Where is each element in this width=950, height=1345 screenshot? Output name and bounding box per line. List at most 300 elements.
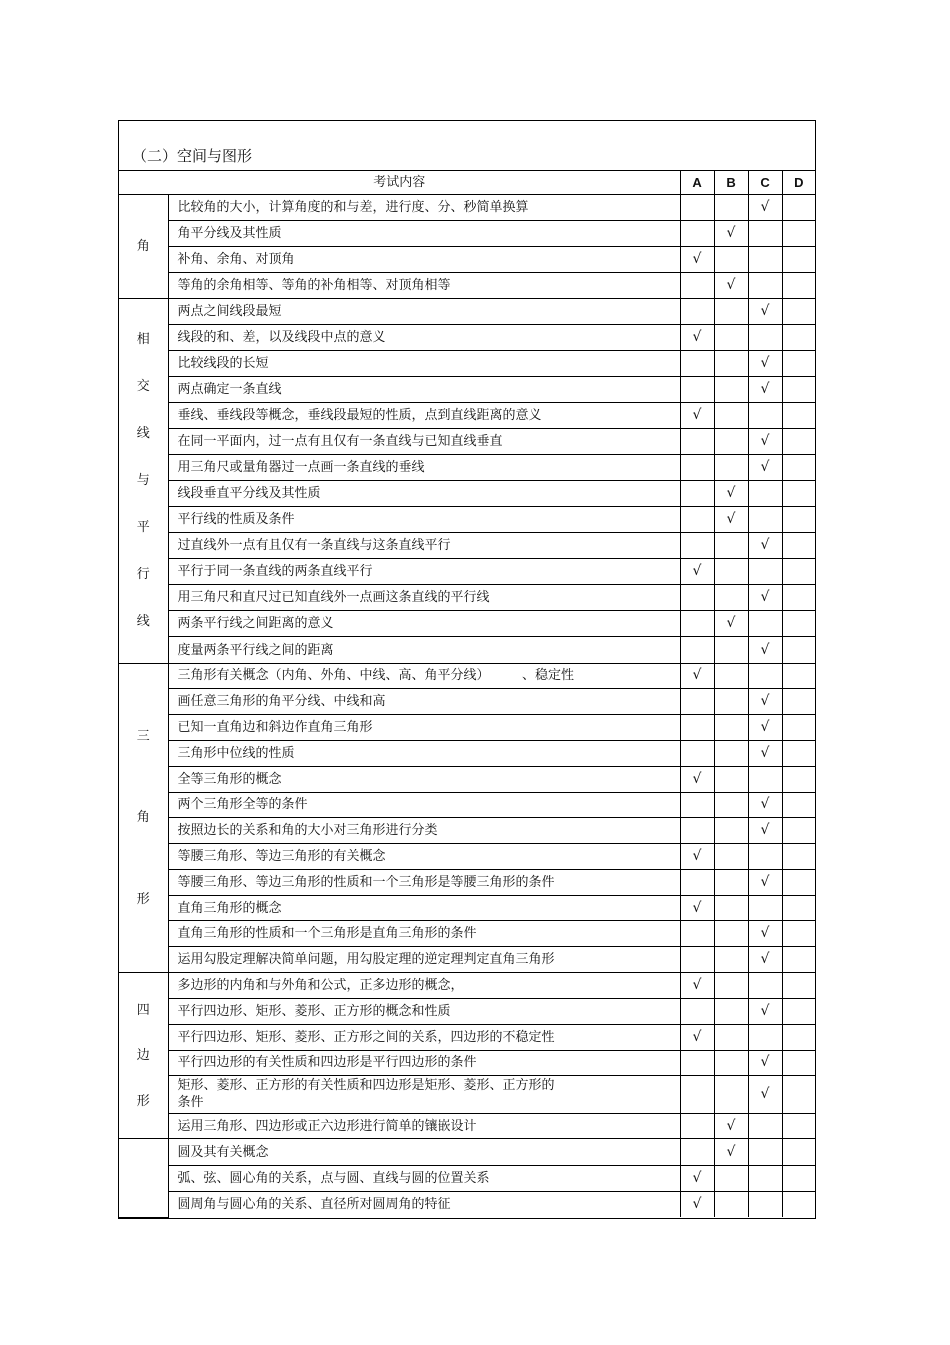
content-text: 平行于同一条直线的两条直线平行 <box>177 564 373 580</box>
level-cell-d <box>782 455 815 481</box>
level-cell-a <box>680 429 714 455</box>
level-cell-a <box>680 1076 714 1113</box>
level-cell-c <box>748 455 782 481</box>
level-cell-a <box>680 350 714 376</box>
table-row <box>119 611 815 637</box>
header-level-a: A <box>680 171 714 195</box>
level-cell-c <box>748 818 782 844</box>
level-cell-d <box>782 1113 815 1139</box>
table-row <box>119 740 815 766</box>
level-cell-a <box>680 921 714 947</box>
level-cell-d <box>782 972 815 998</box>
level-cell-a <box>680 481 714 507</box>
table-row <box>119 637 815 663</box>
table-row <box>119 998 815 1024</box>
level-cell-d <box>782 1076 815 1113</box>
level-cell-d <box>782 766 815 792</box>
level-cell-c <box>748 611 782 637</box>
content-text: 等腰三角形、等边三角形的性质和一个三角形是等腰三角形的条件 <box>177 874 555 890</box>
level-cell-a <box>680 272 714 298</box>
level-cell-b <box>714 818 748 844</box>
content-text: 圆及其有关概念 <box>177 1144 269 1160</box>
level-cell-b <box>714 402 748 428</box>
level-cell-a <box>680 637 714 663</box>
level-cell-c <box>748 1191 782 1217</box>
level-cell-c <box>748 663 782 689</box>
level-cell-c <box>748 1024 782 1050</box>
standards-sheet <box>118 120 816 1219</box>
content-text: 按照边长的关系和角的大小对三角形进行分类 <box>177 823 438 839</box>
level-cell-b <box>714 740 748 766</box>
content-text: 比较角的大小，计算角度的和与差，进行度、分、秒简单换算 <box>177 199 529 215</box>
level-cell-b <box>714 972 748 998</box>
category-cell <box>119 972 168 1139</box>
level-cell-b <box>714 559 748 585</box>
level-cell-b <box>714 611 748 637</box>
content-text: 直角三角形的性质和一个三角形是直角三角形的条件 <box>177 926 477 942</box>
level-cell-c <box>748 947 782 973</box>
level-cell-d <box>782 895 815 921</box>
content-cell <box>168 895 680 921</box>
level-cell-b <box>714 1165 748 1191</box>
level-cell-d <box>782 818 815 844</box>
level-cell-b <box>714 220 748 246</box>
table-row <box>119 195 815 221</box>
content-text: 运用勾股定理解决简单问题，用勾股定理的逆定理判定直角三角形 <box>177 952 555 968</box>
table-row <box>119 1191 815 1217</box>
category-char: 交 <box>136 378 150 394</box>
table-row <box>119 429 815 455</box>
check-mark: √ <box>760 354 770 371</box>
level-cell-b <box>714 844 748 870</box>
content-cell <box>168 298 680 324</box>
content-text: 垂线、垂线段等概念，垂线段最短的性质，点到直线距离的意义 <box>177 408 542 423</box>
level-cell-b <box>714 272 748 298</box>
category-char: 平 <box>136 520 150 536</box>
content-table <box>119 171 815 1218</box>
check-mark: √ <box>726 276 736 293</box>
content-text: 过直线外一点有且仅有一条直线与这条直线平行 <box>177 538 451 554</box>
content-cell <box>168 533 680 559</box>
table-row <box>119 220 815 246</box>
content-cell <box>168 507 680 533</box>
level-cell-a <box>680 895 714 921</box>
content-text: 用三角尺或量角器过一点画一条直线的垂线 <box>177 460 425 476</box>
level-cell-d <box>782 1050 815 1076</box>
level-cell-d <box>782 246 815 272</box>
level-cell-d <box>782 272 815 298</box>
content-cell <box>168 689 680 715</box>
content-text: 平行四边形、矩形、菱形、正方形之间的关系，四边形的不稳定性 <box>177 1029 555 1045</box>
level-cell-c <box>748 507 782 533</box>
content-text: 平行四边形的有关性质和四边形是平行四边形的条件 <box>177 1055 477 1071</box>
content-text: 角平分线及其性质 <box>177 225 282 241</box>
level-cell-a <box>680 1191 714 1217</box>
level-cell-d <box>782 740 815 766</box>
level-cell-a <box>680 1024 714 1050</box>
level-cell-a <box>680 998 714 1024</box>
title-row <box>119 121 815 171</box>
table-row <box>119 376 815 402</box>
level-cell-b <box>714 533 748 559</box>
level-cell-c <box>748 895 782 921</box>
level-cell-a <box>680 611 714 637</box>
content-text: 等角的余角相等、等角的补角相等、对顶角相等 <box>177 277 451 293</box>
content-text: 在同一平面内，过一点有且仅有一条直线与已知直线垂直 <box>177 434 503 450</box>
level-cell-b <box>714 481 748 507</box>
content-text: 平行四边形、矩形、菱形、正方形的概念和性质 <box>177 1003 451 1019</box>
level-cell-a <box>680 455 714 481</box>
level-cell-a <box>680 689 714 715</box>
check-mark: √ <box>760 459 770 476</box>
level-cell-b <box>714 947 748 973</box>
check-mark: √ <box>760 719 770 736</box>
content-cell <box>168 869 680 895</box>
check-mark: √ <box>760 822 770 839</box>
level-cell-b <box>714 350 748 376</box>
level-cell-a <box>680 585 714 611</box>
table-row <box>119 715 815 741</box>
check-mark: √ <box>692 976 702 993</box>
level-cell-d <box>782 689 815 715</box>
table-row <box>119 481 815 507</box>
level-cell-d <box>782 220 815 246</box>
level-cell-d <box>782 1024 815 1050</box>
level-cell-a <box>680 869 714 895</box>
content-cell <box>168 585 680 611</box>
category-cell <box>119 298 168 663</box>
content-text: 用三角尺和直尺过已知直线外一点画这条直线的平行线 <box>177 590 490 606</box>
content-text: 等腰三角形、等边三角形的有关概念 <box>177 848 386 864</box>
level-cell-b <box>714 792 748 818</box>
table-row <box>119 947 815 973</box>
table-row <box>119 272 815 298</box>
header-level-c: C <box>748 171 782 195</box>
category-char: 行 <box>136 567 150 583</box>
category-char: 线 <box>136 614 150 630</box>
check-mark: √ <box>760 693 770 710</box>
level-cell-d <box>782 715 815 741</box>
check-mark: √ <box>760 796 770 813</box>
level-cell-a <box>680 1165 714 1191</box>
level-cell-c <box>748 715 782 741</box>
content-text: 两条平行线之间距离的意义 <box>177 616 334 632</box>
level-cell-d <box>782 195 815 221</box>
level-cell-d <box>782 324 815 350</box>
level-cell-b <box>714 298 748 324</box>
level-cell-d <box>782 792 815 818</box>
content-text: 多边形的内角和与外角和公式，正多边形的概念， <box>177 977 464 993</box>
category-char: 角 <box>136 238 150 254</box>
level-cell-b <box>714 869 748 895</box>
level-cell-c <box>748 350 782 376</box>
content-cell <box>168 402 680 428</box>
content-text: 线段的和、差，以及线段中点的意义 <box>177 329 386 345</box>
level-cell-b <box>714 1191 748 1217</box>
content-cell <box>168 947 680 973</box>
content-cell <box>168 559 680 585</box>
content-text: 直角三角形的概念 <box>177 900 282 916</box>
level-cell-a <box>680 972 714 998</box>
content-cell <box>168 611 680 637</box>
level-cell-d <box>782 298 815 324</box>
level-cell-d <box>782 663 815 689</box>
category-char: 形 <box>136 891 150 907</box>
check-mark: √ <box>760 589 770 606</box>
level-cell-c <box>748 637 782 663</box>
content-cell <box>168 376 680 402</box>
content-cell <box>168 195 680 221</box>
level-cell-a <box>680 792 714 818</box>
level-cell-a <box>680 1050 714 1076</box>
check-mark: √ <box>760 951 770 968</box>
content-text: 平行线的性质及条件 <box>177 512 295 528</box>
check-mark: √ <box>760 873 770 890</box>
level-cell-a <box>680 246 714 272</box>
level-cell-d <box>782 1165 815 1191</box>
content-text: 矩形、菱形、正方形的有关性质和四边形是矩形、菱形、正方形的 <box>177 1078 555 1094</box>
level-cell-c <box>748 585 782 611</box>
content-cell <box>168 998 680 1024</box>
level-cell-a <box>680 376 714 402</box>
category-char: 角 <box>136 810 150 826</box>
table-row <box>119 844 815 870</box>
level-cell-c <box>748 429 782 455</box>
table-row <box>119 246 815 272</box>
level-cell-b <box>714 689 748 715</box>
level-cell-d <box>782 533 815 559</box>
check-mark: √ <box>726 615 736 632</box>
table-row <box>119 1076 815 1113</box>
level-cell-c <box>748 195 782 221</box>
level-cell-a <box>680 507 714 533</box>
content-text: 两点之间线段最短 <box>177 303 282 319</box>
level-cell-c <box>748 324 782 350</box>
content-cell <box>168 818 680 844</box>
level-cell-c <box>748 998 782 1024</box>
category-char: 线 <box>136 426 150 442</box>
level-cell-c <box>748 1139 782 1165</box>
content-cell <box>168 324 680 350</box>
category-char: 三 <box>136 728 150 744</box>
category-char: 相 <box>136 331 150 347</box>
level-cell-b <box>714 895 748 921</box>
level-cell-d <box>782 507 815 533</box>
content-text: 三角形有关概念（内角、外角、中线、高、角平分线） 、稳定性 <box>177 668 575 684</box>
check-mark: √ <box>726 1143 736 1160</box>
header-level-d: D <box>782 171 815 195</box>
check-mark: √ <box>760 433 770 450</box>
level-cell-b <box>714 1113 748 1139</box>
table-row <box>119 1139 815 1165</box>
content-text: 运用三角形、四边形或正六边形进行简单的镶嵌设计 <box>177 1118 477 1134</box>
level-cell-c <box>748 766 782 792</box>
table-row <box>119 895 815 921</box>
header-content: 考试内容 <box>119 171 680 195</box>
check-mark: √ <box>692 407 702 423</box>
level-cell-d <box>782 1139 815 1165</box>
content-cell <box>168 844 680 870</box>
content-cell <box>168 1191 680 1217</box>
category-cell <box>119 663 168 972</box>
level-cell-d <box>782 869 815 895</box>
level-cell-b <box>714 637 748 663</box>
level-cell-b <box>714 921 748 947</box>
table-row <box>119 1024 815 1050</box>
table-row <box>119 350 815 376</box>
table-row <box>119 533 815 559</box>
level-cell-c <box>748 402 782 428</box>
check-mark: √ <box>760 1085 770 1102</box>
level-cell-c <box>748 1076 782 1113</box>
level-cell-b <box>714 429 748 455</box>
table-row <box>119 792 815 818</box>
level-cell-c <box>748 1050 782 1076</box>
content-text: 补角、余角、对顶角 <box>177 251 295 267</box>
header-row <box>119 171 815 195</box>
level-cell-a <box>680 663 714 689</box>
content-cell <box>168 350 680 376</box>
level-cell-c <box>748 740 782 766</box>
table-row <box>119 869 815 895</box>
content-cell <box>168 715 680 741</box>
category-cell <box>119 195 168 299</box>
level-cell-c <box>748 689 782 715</box>
level-cell-c <box>748 1165 782 1191</box>
level-cell-a <box>680 402 714 428</box>
content-cell <box>168 637 680 663</box>
level-cell-d <box>782 611 815 637</box>
level-cell-c <box>748 272 782 298</box>
level-cell-b <box>714 766 748 792</box>
level-cell-b <box>714 376 748 402</box>
check-mark: √ <box>760 744 770 761</box>
level-cell-b <box>714 663 748 689</box>
level-cell-a <box>680 298 714 324</box>
content-cell <box>168 429 680 455</box>
table-row <box>119 766 815 792</box>
table-row <box>119 921 815 947</box>
content-cell <box>168 766 680 792</box>
level-cell-c <box>748 220 782 246</box>
content-cell <box>168 663 680 689</box>
level-cell-a <box>680 715 714 741</box>
content-text: 全等三角形的概念 <box>177 771 282 787</box>
content-text: 画任意三角形的角平分线、中线和高 <box>177 694 386 710</box>
content-text: 两个三角形全等的条件 <box>177 797 308 813</box>
table-row <box>119 402 815 428</box>
level-cell-b <box>714 1024 748 1050</box>
content-cell <box>168 1024 680 1050</box>
check-mark: √ <box>726 1117 736 1134</box>
header-level-b: B <box>714 171 748 195</box>
content-cell <box>168 455 680 481</box>
table-row <box>119 455 815 481</box>
level-cell-c <box>748 481 782 507</box>
table-row <box>119 689 815 715</box>
level-cell-c <box>748 921 782 947</box>
level-cell-b <box>714 585 748 611</box>
level-cell-a <box>680 220 714 246</box>
check-mark: √ <box>760 198 770 215</box>
check-mark: √ <box>760 302 770 319</box>
level-cell-b <box>714 1050 748 1076</box>
level-cell-d <box>782 429 815 455</box>
content-text: 两点确定一条直线 <box>177 381 282 397</box>
level-cell-a <box>680 559 714 585</box>
level-cell-b <box>714 715 748 741</box>
check-mark: √ <box>692 1169 702 1186</box>
level-cell-c <box>748 376 782 402</box>
content-cell <box>168 246 680 272</box>
table-row <box>119 972 815 998</box>
content-text: 三角形中位线的性质 <box>177 745 295 761</box>
level-cell-b <box>714 1076 748 1113</box>
level-cell-d <box>782 998 815 1024</box>
check-mark: √ <box>692 770 702 787</box>
check-mark: √ <box>692 1028 702 1045</box>
content-text: 已知一直角边和斜边作直角三角形 <box>177 720 373 736</box>
content-cell <box>168 972 680 998</box>
check-mark: √ <box>692 847 702 864</box>
content-text: 比较线段的长短 <box>177 355 269 371</box>
content-cell <box>168 481 680 507</box>
content-text: 弧、弦、圆心角的关系，点与圆、直线与圆的位置关系 <box>177 1170 490 1186</box>
check-mark: √ <box>692 899 702 916</box>
level-cell-c <box>748 792 782 818</box>
table-row <box>119 1050 815 1076</box>
level-cell-a <box>680 844 714 870</box>
check-mark: √ <box>692 250 702 267</box>
level-cell-c <box>748 972 782 998</box>
level-cell-b <box>714 507 748 533</box>
check-mark: √ <box>692 328 702 345</box>
level-cell-c <box>748 559 782 585</box>
level-cell-b <box>714 998 748 1024</box>
check-mark: √ <box>726 485 736 502</box>
content-text: 度量两条平行线之间的距离 <box>177 642 334 658</box>
level-cell-d <box>782 481 815 507</box>
level-cell-d <box>782 350 815 376</box>
check-mark: √ <box>760 925 770 942</box>
level-cell-a <box>680 195 714 221</box>
level-cell-b <box>714 195 748 221</box>
table-row <box>119 1165 815 1191</box>
level-cell-d <box>782 585 815 611</box>
category-char: 与 <box>136 473 150 489</box>
content-text: 圆周角与圆心角的关系、直径所对圆周角的特征 <box>177 1196 451 1212</box>
level-cell-d <box>782 921 815 947</box>
table-row <box>119 585 815 611</box>
table-row <box>119 559 815 585</box>
level-cell-c <box>748 246 782 272</box>
table-row <box>119 324 815 350</box>
check-mark: √ <box>760 641 770 658</box>
level-cell-d <box>782 402 815 428</box>
check-mark: √ <box>692 667 702 684</box>
content-cell <box>168 792 680 818</box>
level-cell-b <box>714 246 748 272</box>
table-row <box>119 298 815 324</box>
level-cell-c <box>748 533 782 559</box>
content-cell <box>168 1113 680 1139</box>
level-cell-a <box>680 533 714 559</box>
level-cell-b <box>714 324 748 350</box>
category-char: 边 <box>136 1048 150 1064</box>
level-cell-a <box>680 740 714 766</box>
category-char: 四 <box>136 1002 150 1018</box>
content-cell <box>168 1050 680 1076</box>
